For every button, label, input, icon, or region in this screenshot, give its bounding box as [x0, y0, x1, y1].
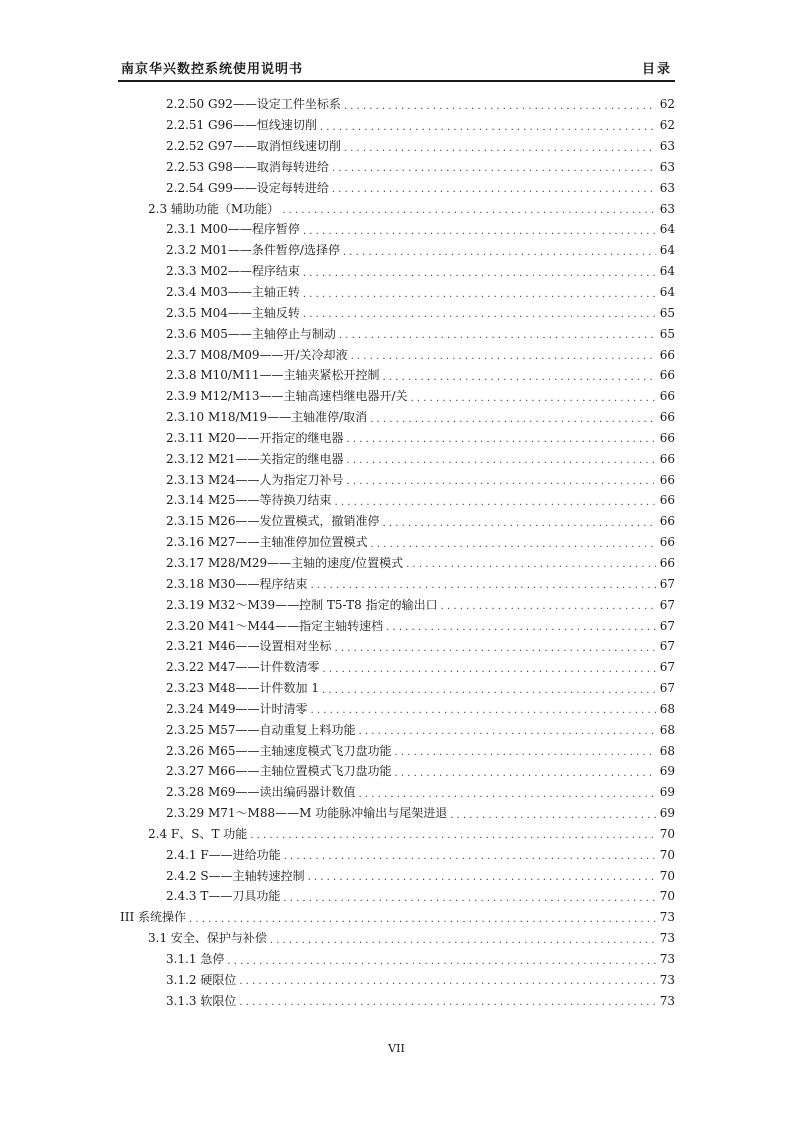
toc-entry[interactable] [118, 844, 675, 865]
toc-entry[interactable] [118, 511, 675, 532]
toc-leader-dots [347, 453, 656, 466]
toc-entry-label: 3.1.2 硬限位 [166, 972, 237, 987]
page-number: VII [388, 1042, 405, 1055]
toc-leader-dots [322, 683, 656, 696]
toc-leader-dots [303, 266, 656, 279]
toc-entry-label: 2.3.2 M01——条件暂停/选择停 [166, 243, 340, 258]
toc-entry-label: 2.3.22 M47——计件数清零 [166, 660, 320, 675]
toc-leader-dots [371, 537, 656, 550]
toc-entry[interactable] [118, 157, 675, 178]
toc-entry[interactable] [118, 282, 675, 303]
toc-entry-page: 64 [659, 243, 675, 258]
toc-leader-dots [359, 724, 656, 737]
toc-leader-dots [332, 182, 656, 195]
toc-entry-label: 2.3.9 M12/M13——主轴高速档继电器开/关 [166, 389, 408, 404]
toc-entry[interactable] [118, 261, 675, 282]
toc-entry-page: 69 [659, 806, 675, 821]
toc-entry-page: 66 [659, 347, 675, 362]
toc-entry-page: 64 [659, 285, 675, 300]
toc-leader-dots [308, 870, 656, 883]
toc-entry-label: 2.2.50 G92——设定工件坐标系 [166, 97, 341, 112]
toc-entry-label: 2.3.4 M03——主轴正转 [166, 285, 300, 300]
toc-entry[interactable] [118, 219, 675, 240]
toc-entry-label: 2.3.14 M25——等待换刀结束 [166, 493, 332, 508]
toc-entry[interactable] [118, 198, 675, 219]
toc-entry-page: 63 [659, 159, 675, 174]
toc-entry-page: 73 [659, 952, 675, 967]
toc-leader-dots [335, 641, 656, 654]
toc-entry-label: 2.3.25 M57——自动重复上料功能 [166, 722, 356, 737]
toc-entry-page: 66 [659, 472, 675, 487]
toc-leader-dots [383, 516, 656, 529]
toc-entry-label: 2.3.21 M46——设置相对坐标 [166, 639, 332, 654]
toc-leader-dots [395, 745, 656, 758]
toc-entry[interactable] [118, 365, 675, 386]
toc-entry-label: 2.4.1 F——进给功能 [166, 847, 281, 862]
toc-leader-dots [343, 245, 656, 258]
toc-entry[interactable] [118, 907, 675, 928]
toc-entry-page: 65 [659, 326, 675, 341]
toc-entry-page: 66 [659, 451, 675, 466]
toc-entry[interactable] [118, 407, 675, 428]
toc-entry-page: 66 [659, 389, 675, 404]
toc-entry-label: 2.2.52 G97——取消恒线速切削 [166, 139, 341, 154]
toc-entry-page: 69 [659, 764, 675, 779]
header-divider [118, 80, 675, 82]
toc-entry[interactable] [118, 698, 675, 719]
toc-entry-label: 2.3.10 M18/M19——主轴准停/取消 [166, 410, 368, 425]
toc-leader-dots [283, 891, 656, 904]
toc-entry-page: 66 [659, 368, 675, 383]
toc-entry-label: 2.3.19 M32～M39——控制 T5-T8 指定的输出口 [166, 597, 438, 612]
toc-entry-label: 3.1.1 急停 [166, 952, 225, 967]
toc-leader-dots [386, 620, 656, 633]
toc-entry[interactable] [118, 636, 675, 657]
toc-entry[interactable] [118, 115, 675, 136]
toc-leader-dots [411, 391, 656, 404]
toc-leader-dots [303, 224, 656, 237]
toc-entry-page: 64 [659, 222, 675, 237]
toc-leader-dots [339, 328, 656, 341]
toc-entry-page: 64 [659, 264, 675, 279]
toc-leader-dots [227, 954, 656, 967]
toc-entry-label: 2.3.6 M05——主轴停止与制动 [166, 326, 336, 341]
toc-leader-dots [344, 99, 656, 112]
toc-entry-page: 68 [659, 743, 675, 758]
toc-entry-label: 2.3.16 M27——主轴准停加位置模式 [166, 535, 368, 550]
toc-leader-dots [284, 849, 656, 862]
toc-entry-page: 67 [659, 597, 675, 612]
toc-leader-dots [395, 766, 656, 779]
toc-entry-page: 66 [659, 493, 675, 508]
toc-leader-dots [303, 307, 656, 320]
toc-leader-dots [282, 203, 656, 216]
toc-entry-page: 66 [659, 430, 675, 445]
toc-leader-dots [335, 495, 656, 508]
toc-leader-dots [189, 912, 656, 925]
toc-entry[interactable] [118, 386, 675, 407]
toc-entry-label: 2.3.5 M04——主轴反转 [166, 305, 300, 320]
toc-entry-page: 67 [659, 576, 675, 591]
toc-leader-dots [370, 412, 656, 425]
toc-leader-dots [347, 432, 656, 445]
toc-entry[interactable] [118, 428, 675, 449]
toc-leader-dots [383, 370, 656, 383]
toc-entry[interactable] [118, 803, 675, 824]
toc-entry-page: 69 [659, 785, 675, 800]
toc-entry[interactable] [118, 94, 675, 115]
toc-entry-page: 68 [659, 722, 675, 737]
toc-entry-label: 2.3.23 M48——计件数加 1 [166, 681, 319, 696]
toc-entry[interactable] [118, 448, 675, 469]
toc-leader-dots [239, 974, 656, 987]
toc-entry[interactable] [118, 886, 675, 907]
toc-entry-label: 2.3.17 M28/M29——主轴的速度/位置模式 [166, 555, 404, 570]
toc-entry[interactable] [118, 240, 675, 261]
toc-entry-label: 2.3.15 M26——发位置模式，撤销准停 [166, 514, 380, 529]
toc-entry-page: 67 [659, 618, 675, 633]
toc-entry-page: 66 [659, 555, 675, 570]
toc-entry-page: 73 [659, 972, 675, 987]
toc-entry-page: 67 [659, 639, 675, 654]
toc-entry-label: 2.3.13 M24——人为指定刀补号 [166, 472, 344, 487]
toc-entry-page: 73 [659, 910, 675, 925]
toc-entry-label: 2.3 辅助功能（M功能） [148, 201, 280, 216]
toc-entry-label: 2.3.27 M66——主轴位置模式飞刀盘功能 [166, 764, 392, 779]
toc-entry-label: III 系统操作 [120, 910, 187, 925]
toc-leader-dots [359, 787, 656, 800]
toc-entry-page: 63 [659, 201, 675, 216]
toc-entry[interactable] [118, 782, 675, 803]
toc-entry-page: 65 [659, 305, 675, 320]
toc-entry-page: 67 [659, 660, 675, 675]
toc-entry[interactable] [118, 532, 675, 553]
toc-entry[interactable] [118, 865, 675, 886]
toc-leader-dots [270, 933, 656, 946]
toc-entry-page: 62 [659, 97, 675, 112]
toc-entry-label: 2.3.24 M49——计时清零 [166, 701, 308, 716]
toc-leader-dots [347, 474, 656, 487]
toc-leader-dots [311, 703, 656, 716]
toc-entry-label: 3.1.3 软限位 [166, 993, 237, 1008]
toc-entry[interactable] [118, 302, 675, 323]
toc-entry[interactable] [118, 824, 675, 845]
toc-entry-label: 2.2.51 G96——恒线速切削 [166, 118, 317, 133]
toc-entry[interactable] [118, 594, 675, 615]
toc-entry-page: 66 [659, 514, 675, 529]
toc-leader-dots [406, 557, 656, 570]
toc-entry-page: 68 [659, 701, 675, 716]
toc-entry-label: 2.3.20 M41～M44——指定主轴转速档 [166, 618, 384, 633]
toc-entry-page: 70 [659, 868, 675, 883]
toc-entry-page: 63 [659, 139, 675, 154]
toc-entry[interactable] [118, 949, 675, 970]
toc-entry-label: 2.3.26 M65——主轴速度模式飞刀盘功能 [166, 743, 392, 758]
toc-entry[interactable] [118, 323, 675, 344]
toc-entry[interactable] [118, 678, 675, 699]
toc-entry[interactable] [118, 177, 675, 198]
toc-entry-label: 2.3.1 M00——程序暂停 [166, 222, 300, 237]
toc-entry[interactable] [118, 740, 675, 761]
toc-entry-page: 67 [659, 681, 675, 696]
toc-entry[interactable] [118, 490, 675, 511]
toc-leader-dots [239, 995, 656, 1008]
toc-leader-dots [450, 808, 656, 821]
toc-leader-dots [311, 578, 656, 591]
toc-leader-dots [250, 828, 656, 841]
table-of-contents [118, 94, 675, 1011]
toc-entry-label: 2.3.3 M02——程序结束 [166, 264, 300, 279]
toc-entry-page: 70 [659, 826, 675, 841]
toc-entry-label: 2.4 F、S、T 功能 [148, 826, 248, 841]
toc-leader-dots [303, 287, 656, 300]
toc-entry-label: 2.3.8 M10/M11——主轴夹紧松开控制 [166, 368, 380, 383]
page-header [118, 58, 675, 80]
toc-entry[interactable] [118, 990, 675, 1011]
toc-entry-page: 70 [659, 847, 675, 862]
toc-entry-label: 3.1 安全、保护与补偿 [148, 931, 267, 946]
toc-entry-label: 2.4.3 T——刀具功能 [166, 889, 281, 904]
toc-entry-page: 73 [659, 993, 675, 1008]
toc-entry-page: 62 [659, 118, 675, 133]
toc-entry-page: 66 [659, 535, 675, 550]
toc-entry[interactable] [118, 344, 675, 365]
manual-title: 南京华兴数控系统使用说明书 [121, 62, 304, 77]
toc-leader-dots [323, 662, 656, 675]
toc-entry[interactable] [118, 761, 675, 782]
toc-entry-page: 63 [659, 180, 675, 195]
toc-entry-label: 2.4.2 S——主轴转速控制 [166, 868, 305, 883]
toc-leader-dots [320, 120, 656, 133]
toc-leader-dots [332, 161, 656, 174]
toc-leader-dots [351, 349, 656, 362]
toc-entry-label: 2.3.7 M08/M09——开/关冷却液 [166, 347, 348, 362]
toc-entry-label: 2.3.11 M20——开指定的继电器 [166, 430, 344, 445]
toc-entry-label: 2.2.54 G99——设定每转进给 [166, 180, 329, 195]
toc-entry-page: 70 [659, 889, 675, 904]
toc-entry[interactable] [118, 136, 675, 157]
toc-entry[interactable] [118, 469, 675, 490]
section-label: 目录 [641, 62, 672, 77]
toc-entry-page: 66 [659, 410, 675, 425]
toc-entry-label: 2.3.28 M69——读出编码器计数值 [166, 785, 356, 800]
toc-entry-page: 73 [659, 931, 675, 946]
toc-entry[interactable] [118, 969, 675, 990]
toc-entry-label: 2.3.18 M30——程序结束 [166, 576, 308, 591]
toc-entry[interactable] [118, 553, 675, 574]
toc-leader-dots [441, 599, 656, 612]
toc-entry-label: 2.2.53 G98——取消每转进给 [166, 159, 329, 174]
toc-leader-dots [344, 141, 656, 154]
toc-entry-label: 2.3.12 M21——关指定的继电器 [166, 451, 344, 466]
toc-entry[interactable] [118, 573, 675, 594]
toc-entry[interactable] [118, 719, 675, 740]
page-footer [0, 1042, 793, 1055]
toc-entry[interactable] [118, 615, 675, 636]
toc-entry[interactable] [118, 928, 675, 949]
toc-entry[interactable] [118, 657, 675, 678]
toc-entry-label: 2.3.29 M71～M88——M 功能脉冲输出与尾架进退 [166, 806, 448, 821]
